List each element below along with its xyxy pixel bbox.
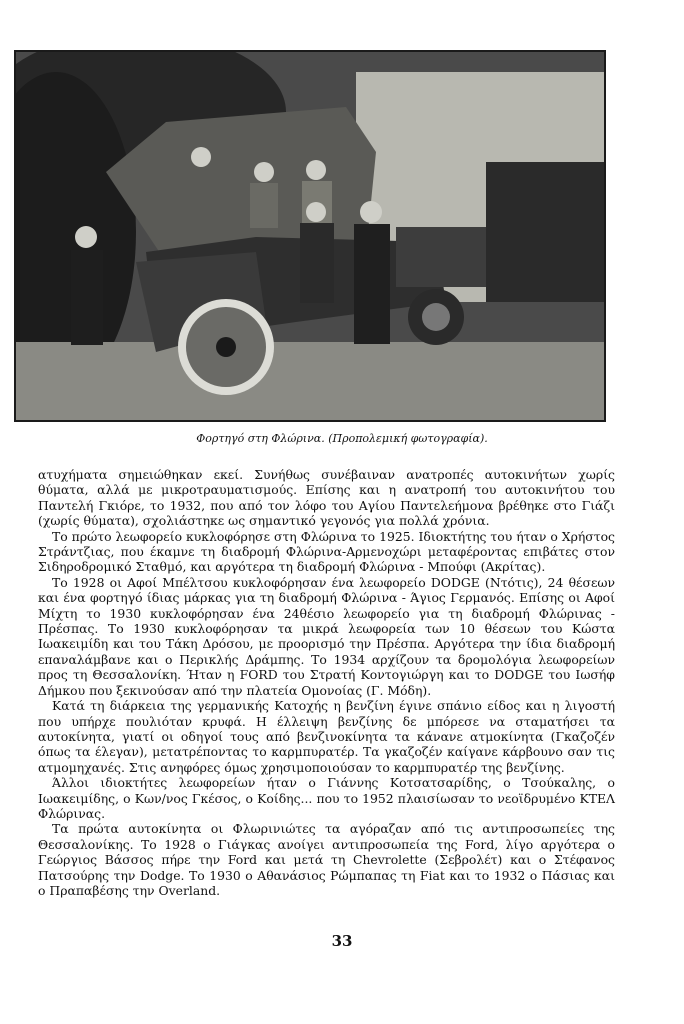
article-body — [38, 467, 615, 898]
paragraph: ατυχήματα σημειώθηκαν εκεί. Συνήθως συνέβαιναν ανατροπές αυτοκινήτων χωρίς θύματα, αλλά με μικροτραυματισμούς. Επίσης και η ανατροπή του αυτοκινήτου του Παντελή Γκιόρε, το 1932, που από τον λόφο του Αγίου Παντελεήμονα βρέθηκε στο Γιάζι (χωρίς θύματα), σχολιάστηκε ως σημαντικό γεγονός για πολλά χρόνια. — [38, 467, 615, 529]
paragraph: Κατά τη διάρκεια της γερμανικής Κατοχής η βενζίνη έγινε σπάνιο είδος και η λιγοστή που υπήρχε πουλιόταν κρυφά. Η έλλειψη βενζίνης δε μπόρεσε να σταματήσει τα αυτοκίνητα, γιατί οι οδηγοί τους από βενζινοκίνητα τα κάνανε ατμοκίνητα (Γκαζοζέν όπως τα έλεγαν), μετατρέποντας το καρμπυρατέρ. Τα γκαζοζέν καίγανε κάρβουνο σαν τις ατμομηχανές. Στις ανηφόρες όμως χρησιμοποιούσαν το καρμπυρατέρ της βενζίνης. — [38, 698, 615, 775]
paragraph: Τα πρώτα αυτοκίνητα οι Φλωρινιώτες τα αγόραζαν από τις αντιπροσωπείες της Θεσσαλονίκης. Το 1928 ο Γιάγκας ανοίγει αντιπροσωπεία της Ford, λίγο αργότερα ο Γεώργιος Βάσσος πήρε την Ford και μετά τη Chevrolette (Σεβρολέτ) και ο Στέφανος Πατσούρης την Dodge. Το 1930 ο Αθανάσιος Ρώμπαπας τη Fiat και το 1932 ο Πάσιας και ο Πραπαβέσης την Overland. — [38, 821, 615, 898]
page-number: 33 — [331, 932, 353, 950]
historic-truck-photo — [14, 50, 606, 422]
photo-caption: Φορτηγό στη Φλώρινα. (Προπολεμική φωτογραφία). — [196, 432, 488, 445]
truck-photo-illustration — [16, 52, 604, 420]
paragraph: Άλλοι ιδιοκτήτες λεωφορείων ήταν ο Γιάννης Κοτσατσαρίδης, ο Τσούκαλης, ο Ιωακειμίδης, ο Κων/νος Γκέσος, ο Κοίδης... που το 1952 πλαισίωσαν το νεοϊδρυμένο ΚΤΕΛ Φλώρινας. — [38, 775, 615, 821]
paragraph: Το πρώτο λεωφορείο κυκλοφόρησε στη Φλώρινα το 1925. Ιδιοκτήτης του ήταν ο Χρήστος Στράντζιας, που έκαμνε τη διαδρομή Φλώρινα-Αρμενοχώρι μεταφέροντας επιβάτες στον Σιδηροδρομικό Σταθμό, και αργότερα τη διαδρομή Φλώρινα - Μπούφι (Ακρίτας). — [38, 528, 615, 575]
paragraph: Το 1928 οι Αφοί Μπέλτσου κυκλοφόρησαν ένα λεωφορείο DODGE (Ντότις), 24 θέσεων και ένα φορτηγό ίδιας μάρκας για τη διαδρομή Φλώρινα - Άγιος Γερμανός. Επίσης οι Αφοί Μίχτη το 1930 κυκλοφόρησαν ένα 24θέσιο λεωφορείο για τη διαδρομή Φλώρινας - Πρέσπας. Το 1930 κυκλοφόρησαν τα μικρά λεωφορεία των 10 θέσεων του Κώστα Ιωακειμίδη και του Τάκη Δρόσου, με προορισμό την Πρέσπα. Αργότερα την ίδια διαδρομή επαναλάμβανε και ο Περικλής Δράμπης. Το 1934 αρχίζουν τα δρομολόγια λεωφορείων προς τη Θεσσαλονίκη. Ήταν η FORD του Στρατή Κοντογιώργη και το DODGE του Ιωσήφ Δήμκου που ξεκινούσαν από την πλατεία Ομονοίας (Γ. Μόδη). — [38, 574, 615, 698]
